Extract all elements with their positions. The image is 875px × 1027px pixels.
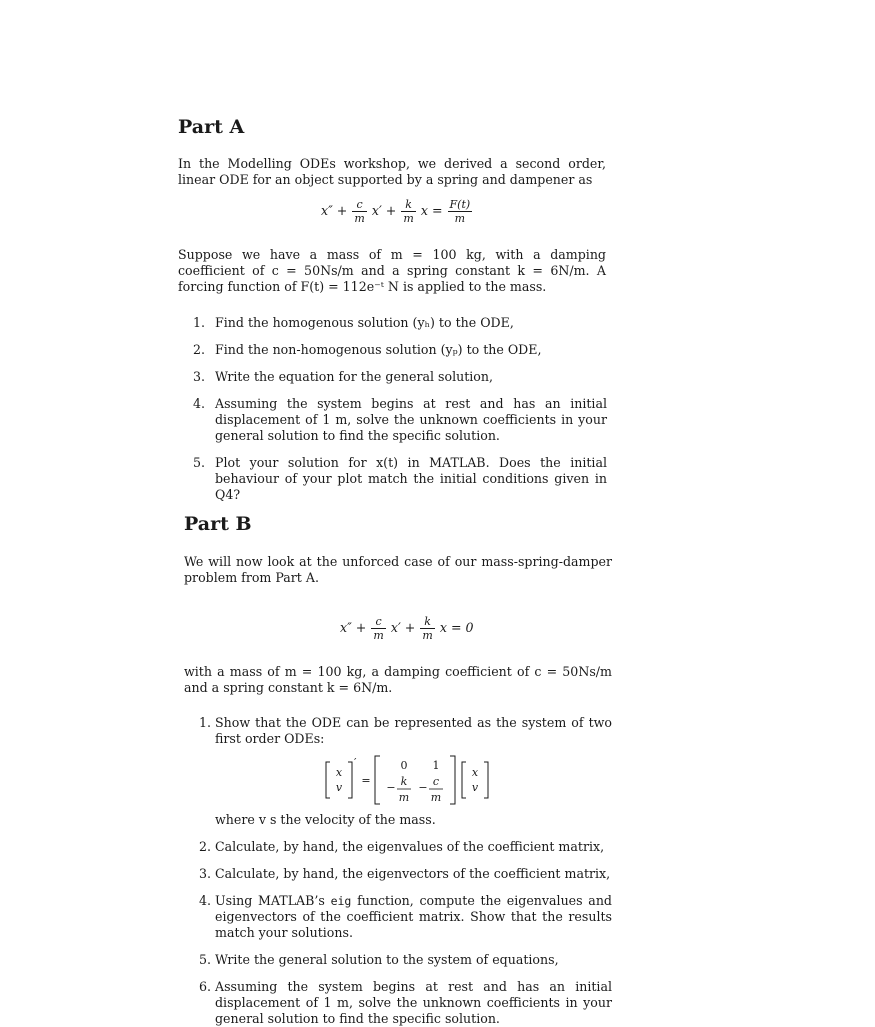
part-b-question-5: 5. Write the general solution to the system of equations,	[199, 952, 559, 967]
coef-a22-minus: −	[418, 781, 428, 794]
eq-a-Ft: F(t)	[449, 198, 471, 211]
eq-b-k: k	[420, 615, 434, 629]
vec-v: v	[335, 781, 343, 794]
eq-a-m2: m	[403, 212, 414, 225]
part-b-equation	[340, 615, 474, 642]
right-bracket-open	[462, 762, 466, 798]
eq-b-term-2: x′ +	[390, 620, 416, 635]
part-b-question-1	[199, 715, 612, 747]
eq-a-k: k	[401, 198, 415, 212]
eq-a-c: c	[352, 198, 366, 212]
right-bracket-close	[484, 762, 488, 798]
coef-bracket-open	[375, 756, 380, 804]
part-a-params: Suppose we have a mass of m = 100 kg, with a damping coefficient of c = 50Ns/m and a spring constant k = 6N/m. A forcing function of F(t) = 112e⁻ᵗ N is applied to the mass.	[178, 247, 606, 294]
vec-v-right: v	[471, 781, 479, 794]
eq-a-m3: m	[454, 212, 466, 225]
eq-b-term-1: x″ +	[340, 620, 367, 635]
part-b-where-note: where v s the velocity of the mass.	[215, 812, 436, 827]
eq-a-frac-F-m	[448, 198, 473, 225]
eq-b-frac-c-m	[371, 615, 385, 642]
eq-a-term-2: x′ +	[371, 203, 397, 218]
part-b-heading: Part B	[184, 513, 252, 535]
vec-prime: ′	[354, 756, 357, 769]
part-a-question-1: 1. Find the homogenous solution (yₕ) to the ODE,	[193, 315, 514, 330]
part-a-heading: Part A	[178, 116, 245, 138]
eq-b-c: c	[371, 615, 385, 629]
coef-a22-num: c	[432, 775, 440, 788]
eq-a-m1: m	[354, 212, 365, 225]
part-b-question-4: 4. Using MATLAB’s eig function, compute the eigenvalues and eigenvectors of the coefficient matrix. Show that the results match your solutions.	[199, 893, 612, 940]
coef-bracket-close	[450, 756, 455, 804]
coef-a21-den: m	[398, 791, 410, 804]
eq-b-m2: m	[422, 629, 433, 642]
coef-a11: 0	[400, 759, 408, 772]
part-a-question-2: 2. Find the non-homogenous solution (yₚ) to the ODE,	[193, 342, 542, 357]
eq-a-frac-k-m	[401, 198, 415, 225]
eq-a-frac-c-m	[352, 198, 366, 225]
part-a-question-3: 3. Write the equation for the general solution,	[193, 369, 493, 384]
left-bracket-open	[326, 762, 330, 798]
part-b-question-list	[199, 839, 612, 1027]
part-b-question-1-text: Show that the ODE can be represented as the system of two first order ODEs:	[215, 715, 612, 746]
part-b-question-1-num: 1.	[199, 715, 212, 730]
coef-a21-num: k	[400, 775, 408, 788]
vec-x-right: x	[471, 766, 479, 779]
coef-a12: 1	[432, 759, 440, 772]
matrix-equals: =	[361, 774, 371, 787]
eq-a-term-1: x″ +	[321, 203, 348, 218]
left-bracket-close	[348, 762, 352, 798]
eq-b-term-3: x = 0	[439, 620, 474, 635]
part-b-intro: We will now look at the unforced case of our mass-spring-damper problem from Part A.	[184, 554, 612, 585]
vec-x: x	[335, 766, 343, 779]
eq-b-m1: m	[373, 629, 384, 642]
eq-a-term-3: x =	[420, 203, 443, 218]
part-a-question-4: 4. Assuming the system begins at rest and has an initial displacement of 1 m, solve the unknown coefficients in your general solution to find the specific solution.	[193, 396, 607, 443]
eq-b-frac-k-m	[420, 615, 434, 642]
part-a-equation	[321, 198, 473, 225]
matrix-equation	[320, 754, 510, 806]
part-b-question-6: 6. Assuming the system begins at rest and has an initial displacement of 1 m, solve the unknown coefficients in your general solution to find the specific solution.	[199, 979, 612, 1026]
part-a-question-list	[193, 315, 607, 503]
part-b-question-2: 2. Calculate, by hand, the eigenvalues of the coefficient matrix,	[199, 839, 605, 854]
coef-a22-den: m	[430, 791, 442, 804]
coef-a21-minus: −	[386, 781, 396, 794]
part-a-question-5: 5. Plot your solution for x(t) in MATLAB. Does the initial behaviour of your plot match the initial conditions given in Q4?	[193, 455, 607, 502]
part-a-intro: In the Modelling ODEs workshop, we derived a second order, linear ODE for an object supported by a spring and dampener as	[178, 156, 606, 187]
eig-code: eig	[330, 894, 352, 908]
part-b-question-3: 3. Calculate, by hand, the eigenvectors of the coefficient matrix,	[199, 866, 611, 881]
part-b-params: with a mass of m = 100 kg, a damping coefficient of c = 50Ns/m and a spring constant k = 6N/m.	[184, 664, 612, 695]
